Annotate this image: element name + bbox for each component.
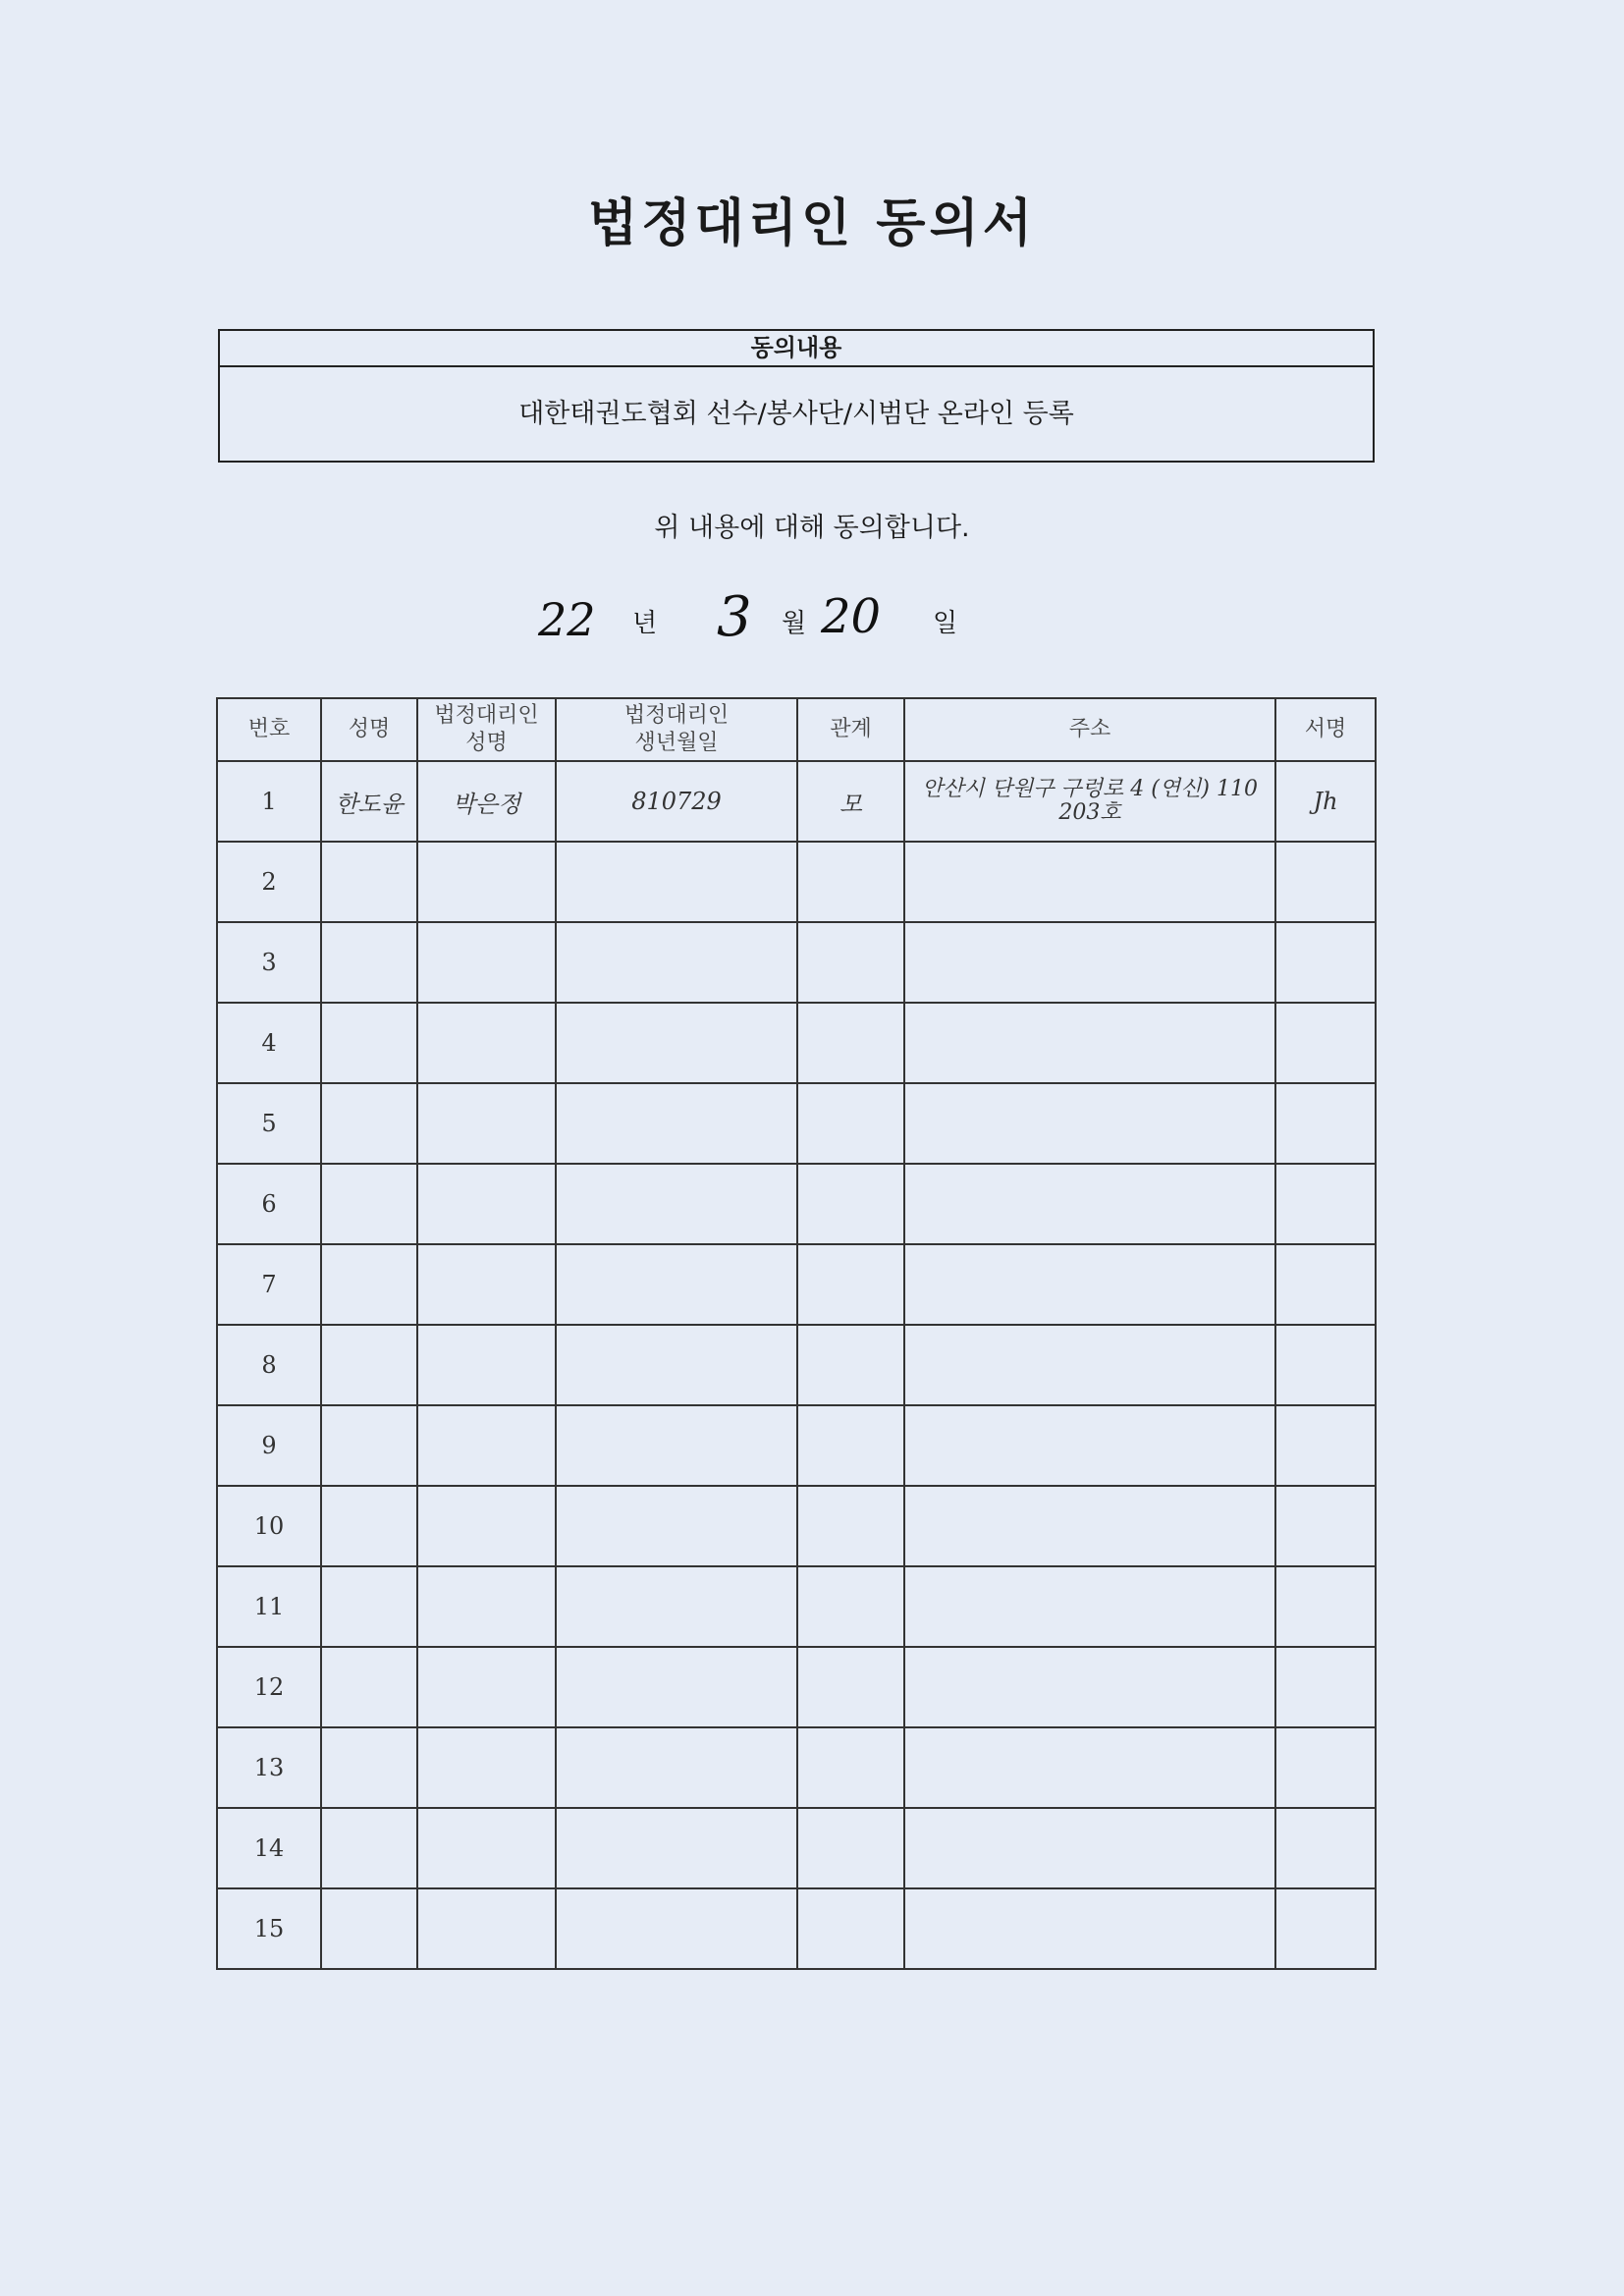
table-row (217, 1244, 1376, 1325)
table-row (217, 1003, 1376, 1083)
row-number: 8 (217, 1325, 321, 1405)
date-year-unit: 년 (632, 609, 658, 638)
row-relation (797, 842, 904, 922)
row-address (904, 1566, 1275, 1647)
header-guardian-birth-line2: 생년월일 (634, 731, 719, 755)
row-address: 안산시 단원구 구렁로 4 (연신) 110 203호 (904, 761, 1275, 842)
header-relation: 관계 (797, 698, 904, 761)
row-name (321, 1164, 417, 1244)
row-relation (797, 1244, 904, 1325)
row-relation (797, 1888, 904, 1969)
table-row (217, 1647, 1376, 1727)
row-guardian-birth (556, 1727, 797, 1808)
row-guardian-name (417, 1003, 556, 1083)
row-guardian-birth (556, 1566, 797, 1647)
table-row (217, 1727, 1376, 1808)
row-guardian-name (417, 1808, 556, 1888)
row-signature (1275, 1083, 1376, 1164)
row-number: 5 (217, 1083, 321, 1164)
row-number: 4 (217, 1003, 321, 1083)
table-row (217, 1888, 1376, 1969)
row-number: 14 (217, 1808, 321, 1888)
table-row (217, 761, 1376, 842)
row-signature (1275, 1647, 1376, 1727)
row-number: 1 (217, 761, 321, 842)
row-name (321, 1083, 417, 1164)
table-header-row (217, 698, 1376, 761)
row-number: 2 (217, 842, 321, 922)
row-address (904, 1083, 1275, 1164)
row-address (904, 1486, 1275, 1566)
header-guardian-birth-line1: 법정대리인 (623, 703, 730, 728)
row-guardian-name (417, 1486, 556, 1566)
row-guardian-birth (556, 1325, 797, 1405)
row-guardian-name (417, 1083, 556, 1164)
table-row (217, 842, 1376, 922)
row-guardian-name: 박은정 (417, 761, 556, 842)
row-address (904, 1405, 1275, 1486)
row-guardian-name (417, 842, 556, 922)
registration-table (216, 697, 1377, 1970)
row-name (321, 1647, 417, 1727)
table-row (217, 1808, 1376, 1888)
row-name (321, 842, 417, 922)
row-signature (1275, 1325, 1376, 1405)
row-address (904, 1647, 1275, 1727)
row-signature (1275, 1727, 1376, 1808)
row-number: 12 (217, 1647, 321, 1727)
row-guardian-birth (556, 1405, 797, 1486)
row-signature (1275, 922, 1376, 1003)
row-guardian-birth (556, 1808, 797, 1888)
row-name (321, 1405, 417, 1486)
row-number: 13 (217, 1727, 321, 1808)
row-relation (797, 1647, 904, 1727)
row-signature (1275, 1244, 1376, 1325)
row-number: 9 (217, 1405, 321, 1486)
row-guardian-birth (556, 1003, 797, 1083)
row-guardian-birth (556, 1888, 797, 1969)
row-name (321, 1003, 417, 1083)
header-guardian-name-line1: 법정대리인 (434, 703, 539, 728)
row-relation (797, 1405, 904, 1486)
row-address (904, 1164, 1275, 1244)
consent-box (218, 329, 1375, 463)
row-guardian-birth (556, 1083, 797, 1164)
header-guardian-name-line2: 성명 (465, 731, 508, 755)
row-name (321, 1244, 417, 1325)
date-month-unit: 월 (782, 609, 807, 638)
row-guardian-name (417, 1325, 556, 1405)
date-year: 22 (538, 593, 596, 646)
row-name (321, 1325, 417, 1405)
row-name (321, 1727, 417, 1808)
row-address (904, 1727, 1275, 1808)
header-address: 주소 (904, 698, 1275, 761)
header-signature: 서명 (1275, 698, 1376, 761)
row-signature (1275, 1003, 1376, 1083)
row-guardian-birth (556, 922, 797, 1003)
agree-statement: 위 내용에 대해 동의합니다. (654, 513, 970, 543)
row-address (904, 1888, 1275, 1969)
date-row (0, 585, 1624, 649)
row-relation (797, 1727, 904, 1808)
table-row (217, 1164, 1376, 1244)
row-number: 6 (217, 1164, 321, 1244)
row-name (321, 1808, 417, 1888)
row-relation (797, 922, 904, 1003)
header-guardian-name (417, 698, 556, 761)
row-name: 한도윤 (321, 761, 417, 842)
row-signature (1275, 1566, 1376, 1647)
row-guardian-name (417, 1405, 556, 1486)
row-number: 10 (217, 1486, 321, 1566)
row-guardian-birth (556, 842, 797, 922)
row-relation (797, 1083, 904, 1164)
row-relation (797, 1486, 904, 1566)
row-signature (1275, 1486, 1376, 1566)
row-name (321, 1566, 417, 1647)
header-name: 성명 (321, 698, 417, 761)
consent-body: 대한태권도협회 선수/봉사단/시범단 온라인 등록 (518, 399, 1074, 429)
date-month: 3 (717, 585, 752, 649)
row-guardian-name (417, 1647, 556, 1727)
row-relation: 모 (797, 761, 904, 842)
row-number: 15 (217, 1888, 321, 1969)
row-signature: Jh (1275, 761, 1376, 842)
consent-header: 동의내용 (220, 331, 1373, 367)
table-row (217, 922, 1376, 1003)
row-relation (797, 1325, 904, 1405)
row-number: 7 (217, 1244, 321, 1325)
row-address (904, 1244, 1275, 1325)
row-number: 3 (217, 922, 321, 1003)
row-guardian-name (417, 1164, 556, 1244)
table-row (217, 1566, 1376, 1647)
row-signature (1275, 1405, 1376, 1486)
header-no: 번호 (217, 698, 321, 761)
date-day: 20 (821, 589, 882, 644)
row-guardian-birth (556, 1486, 797, 1566)
row-guardian-birth (556, 1164, 797, 1244)
table-row (217, 1083, 1376, 1164)
table-row (217, 1486, 1376, 1566)
row-guardian-name (417, 922, 556, 1003)
row-guardian-name (417, 1888, 556, 1969)
row-relation (797, 1566, 904, 1647)
row-guardian-birth (556, 1647, 797, 1727)
row-number: 11 (217, 1566, 321, 1647)
date-day-unit: 일 (933, 609, 958, 638)
row-name (321, 1888, 417, 1969)
row-address (904, 1325, 1275, 1405)
row-signature (1275, 1164, 1376, 1244)
row-address (904, 1808, 1275, 1888)
row-relation (797, 1164, 904, 1244)
row-guardian-name (417, 1566, 556, 1647)
row-guardian-birth (556, 1244, 797, 1325)
document-title: 법정대리인 동의서 (588, 194, 1036, 253)
row-guardian-birth: 810729 (556, 761, 797, 842)
header-guardian-birth (556, 698, 797, 761)
row-relation (797, 1003, 904, 1083)
row-signature (1275, 842, 1376, 922)
row-address (904, 1003, 1275, 1083)
row-guardian-name (417, 1727, 556, 1808)
row-address (904, 842, 1275, 922)
row-relation (797, 1808, 904, 1888)
row-guardian-name (417, 1244, 556, 1325)
row-name (321, 922, 417, 1003)
table-row (217, 1405, 1376, 1486)
row-signature (1275, 1808, 1376, 1888)
row-address (904, 922, 1275, 1003)
row-signature (1275, 1888, 1376, 1969)
row-name (321, 1486, 417, 1566)
table-row (217, 1325, 1376, 1405)
